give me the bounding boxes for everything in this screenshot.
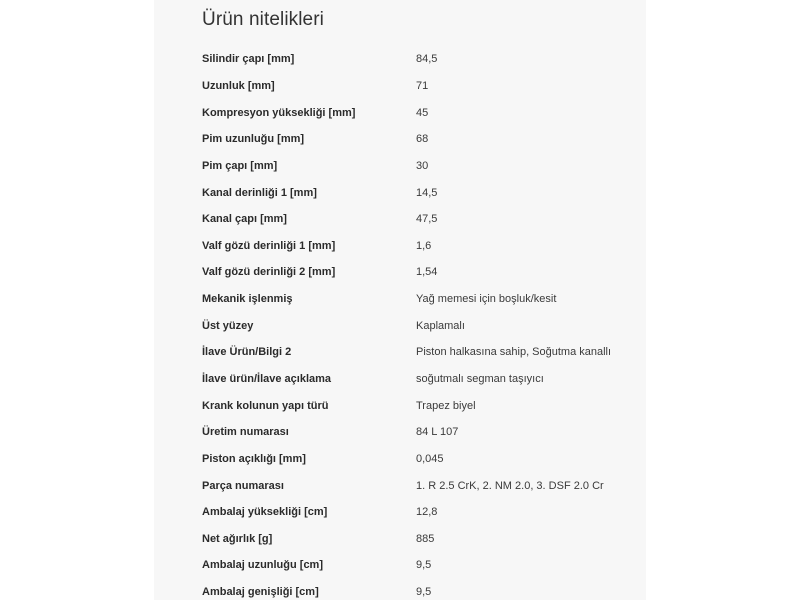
spec-value: 47,5 (416, 213, 438, 226)
spec-row (154, 526, 646, 553)
spec-label: Valf gözü derinliği 2 [mm] (202, 266, 336, 279)
spec-row (154, 312, 646, 339)
spec-label: Silindir çapı [mm] (202, 53, 295, 66)
spec-label: İlave Ürün/Bilgi 2 (202, 346, 292, 359)
spec-label: Net ağırlık [g] (202, 532, 273, 545)
spec-value: soğutmalı segman taşıyıcı (416, 373, 544, 385)
spec-label: Kanal çapı [mm] (202, 213, 287, 226)
spec-value: 84,5 (416, 53, 438, 66)
spec-row (154, 446, 646, 473)
spec-row (154, 366, 646, 393)
spec-label: Valf gözü derinliği 1 [mm] (202, 239, 336, 252)
spec-row (154, 579, 646, 600)
spec-value: Yağ memesi için boşluk/kesit (416, 293, 557, 306)
product-attributes-panel (154, 0, 646, 600)
spec-row (154, 126, 646, 153)
spec-row (154, 179, 646, 206)
spec-label: Ambalaj yüksekliği [cm] (202, 506, 328, 519)
spec-value: 885 (416, 532, 435, 545)
spec-label: Piston açıklığı [mm] (202, 452, 306, 465)
spec-value: 68 (416, 133, 429, 146)
spec-value: 45 (416, 106, 429, 119)
spec-row (154, 499, 646, 526)
spec-table (154, 46, 646, 600)
spec-label: Pim çapı [mm] (202, 159, 278, 172)
spec-value: 84 L 107 (416, 426, 459, 439)
spec-value: 0,045 (416, 452, 444, 465)
spec-label: Pim uzunluğu [mm] (202, 133, 305, 146)
spec-label: Mekanik işlenmiş (202, 293, 293, 306)
spec-label: Üst yüzey (202, 319, 254, 332)
spec-value: Piston halkasına sahip, Soğutma kanallı (416, 346, 612, 359)
spec-label: Krank kolunun yapı türü (202, 399, 329, 412)
spec-value: 1,54 (416, 266, 438, 279)
spec-value: Trapez biyel (416, 399, 476, 412)
spec-row (154, 46, 646, 73)
spec-label: Ambalaj uzunluğu [cm] (202, 559, 323, 572)
spec-row (154, 73, 646, 100)
spec-row (154, 153, 646, 180)
spec-value: 12,8 (416, 506, 438, 519)
spec-row (154, 392, 646, 419)
spec-label: İlave ürün/İlave açıklama (202, 373, 332, 385)
spec-value: 9,5 (416, 559, 432, 572)
spec-value: 30 (416, 159, 429, 172)
spec-label: Ambalaj genişliği [cm] (202, 586, 319, 599)
spec-label: Kanal derinliği 1 [mm] (202, 186, 317, 199)
section-title: Ürün nitelikleri (202, 9, 324, 30)
spec-row (154, 206, 646, 233)
spec-label: Kompresyon yüksekliği [mm] (202, 106, 356, 119)
spec-label: Üretim numarası (202, 426, 289, 439)
spec-value: 71 (416, 79, 429, 92)
spec-row (154, 99, 646, 126)
spec-value: 1. R 2.5 CrK, 2. NM 2.0, 3. DSF 2.0 Cr (416, 479, 604, 492)
spec-label: Parça numarası (202, 479, 284, 492)
spec-row (154, 286, 646, 313)
spec-row (154, 552, 646, 579)
spec-value: 14,5 (416, 186, 438, 199)
spec-value: Kaplamalı (416, 319, 465, 332)
spec-label: Uzunluk [mm] (202, 79, 275, 92)
spec-value: 1,6 (416, 239, 432, 252)
spec-row (154, 232, 646, 259)
spec-row (154, 472, 646, 499)
spec-row (154, 339, 646, 366)
spec-row (154, 419, 646, 446)
spec-value: 9,5 (416, 586, 432, 599)
spec-row (154, 259, 646, 286)
